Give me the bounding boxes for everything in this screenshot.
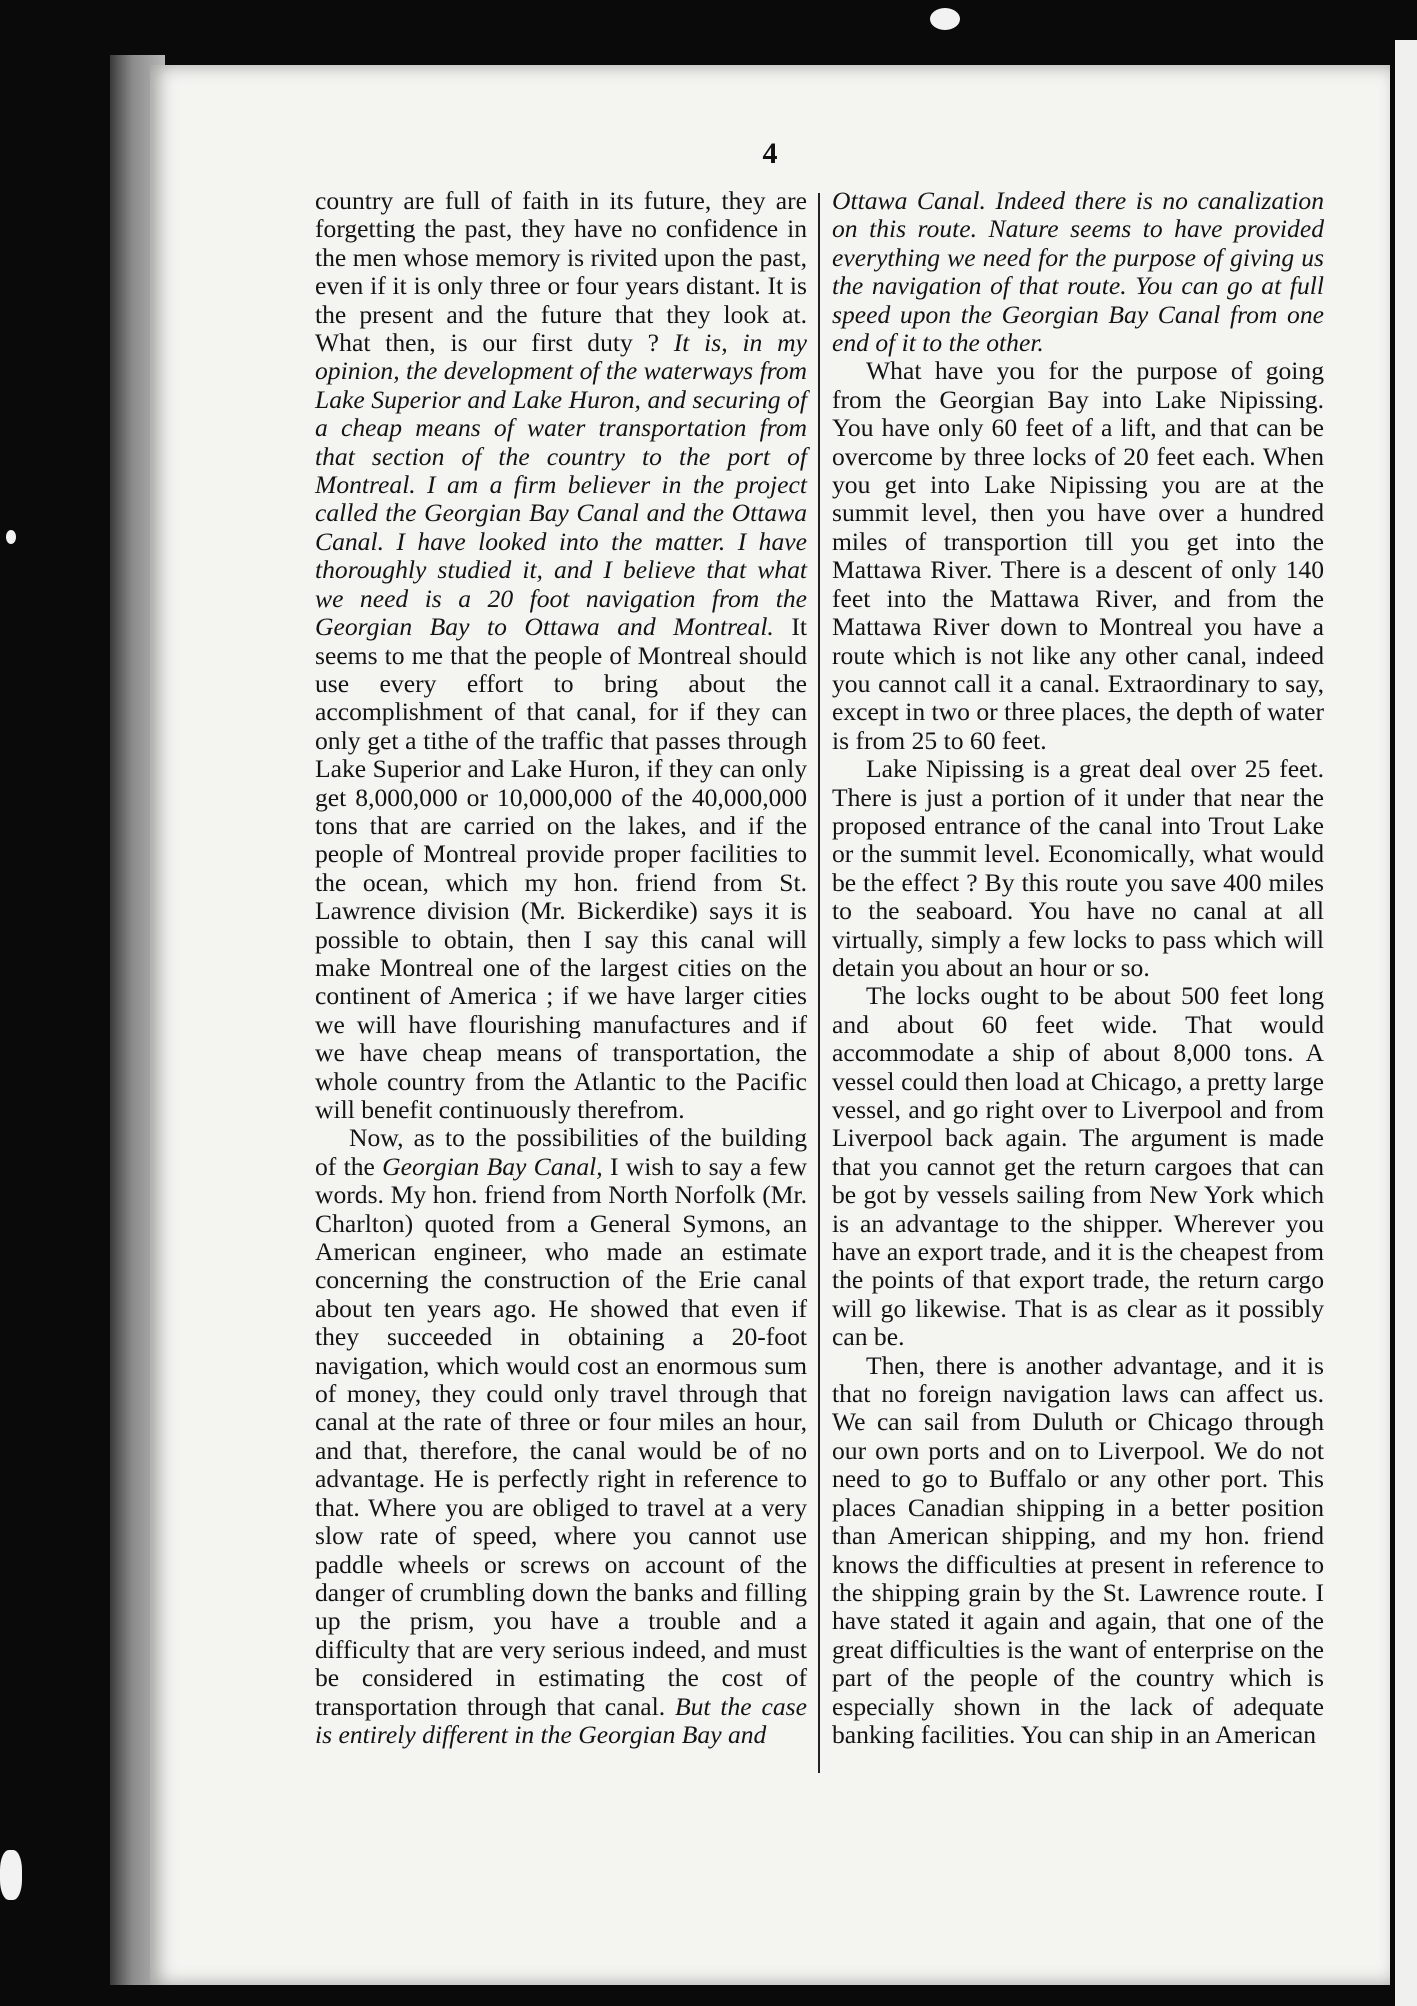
text-run: country are full of faith in its future, they are forgetting the past, they have no confidence in the men whose memory is rivited upon the past, even if it is only three or four years distant. It is the present and the future that they look at. What then, is our first duty ? <box>315 186 807 358</box>
column-divider <box>818 193 820 1773</box>
italic-text-run: But the case is entirely different in the Georgian Bay and <box>315 1691 807 1749</box>
italic-text-run: It is, in my opinion, the development of the waterways from Lake Superior and Lake Huron, and securing of a cheap means of water transportation from that section of the country to the port of Montreal. I am a firm believer in the project called the Georgian Bay Canal and the Ottawa Canal. I have looked into the matter. I have thoroughly studied it, and I believe that what we need is a 20 foot navigation from the Georgian Bay to Ottawa and Montreal. <box>315 328 807 642</box>
page-number: 4 <box>762 137 778 170</box>
right-paragraph-2: What have you for the purpose of going from the Georgian Bay into Lake Nipissing. You have only 60 feet of a lift, and that can be overcome by three locks of 20 feet each. When you get into Lake Nipissing you are at the summit level, then you have over a hundred miles of transportion till you get into the Mattawa River. There is a descent of only 140 feet into the Mattawa River, and from the Mattawa River down to Montreal you have a route which is not like any other canal, indeed you cannot call it a canal. Extraordinary to say, except in two or three places, the depth of water is from 25 to 60 feet. <box>832 356 1324 755</box>
next-page-edge <box>1395 40 1417 2006</box>
scan-blot <box>0 1850 22 1900</box>
right-column <box>832 187 1324 1749</box>
text-run: Now, as to the possibilities of the building of the <box>315 1123 807 1181</box>
right-paragraph-4: The locks ought to be about 500 feet long and about 60 feet wide. That would accommodate a ship of about 8,000 tons. A vessel could then load at Chicago, a pretty large vessel, and go right over to Liverpool and from Liverpool back again. The argument is made that you cannot get the return cargoes that can be got by vessels sailing from New York which is an advantage to the shipper. Wherever you have an export trade, and it is the cheapest from the points of that export trade, the return cargo will go likewise. That is as clear as it possibly can be. <box>832 981 1324 1352</box>
right-paragraph-1 <box>832 187 1324 357</box>
left-column <box>315 187 807 1749</box>
scan-blot <box>930 8 960 30</box>
right-paragraph-3: Lake Nipissing is a great deal over 25 feet. There is just a portion of it under that near the proposed entrance of the canal into Trout Lake or the summit level. Economically, what would be the effect ? By this route you save 400 miles to the seaboard. You have no canal at all virtually, simply a few locks to pass which will detain you about an hour or so. <box>832 754 1324 982</box>
text-run: It seems to me that the people of Montreal should use every effort to bring about the accomplishment of that canal, for if they can only get a tithe of the traffic that passes through Lake Superior and Lake Huron, if they can only get 8,000,000 or 10,000,000 of the 40,000,000 tons that are carried on the lakes, and if the people of Montreal provide proper facilities to the ocean, which my hon. friend from St. Lawrence division (Mr. Bickerdike) says it is possible to obtain, then I say this canal will make Montreal one of the largest cities on the continent of America ; if we have larger cities we will have flourishing manufactures and if we have cheap means of transportation, the whole country from the Atlantic to the Pacific will benefit continuously therefrom. <box>315 612 807 1124</box>
italic-text-run: Georgian Bay Canal, <box>382 1151 603 1181</box>
left-paragraph-2 <box>315 1124 807 1749</box>
left-paragraph-1 <box>315 187 807 1124</box>
document-page <box>150 65 1390 1985</box>
text-run: I wish to say a few words. My hon. friend from North Norfolk (Mr. Charlton) quoted from a General Symons, an American engineer, who made an estimate concerning the construction of the Erie canal about ten years ago. He showed that even if they succeeded in obtaining a 20-foot navigation, which would cost an enormous sum of money, they could only travel through that canal at the rate of three or four miles an hour, and that, therefore, the canal would be of no advantage. He is perfectly right in reference to that. Where you are obliged to travel at a very slow rate of speed, where you cannot use paddle wheels or screws on account of the danger of crumbling down the banks and filling up the prism, you have a trouble and a difficulty that are very serious indeed, and must be considered in estimating the cost of transportation through that canal. <box>315 1151 807 1721</box>
scan-blot <box>6 530 16 544</box>
right-paragraph-5: Then, there is another advantage, and it is that no foreign navigation laws can affect us. We can sail from Duluth or Chicago through our own ports and on to Liverpool. We do not need to go to Buffalo or any other port. This places Canadian shipping in a better position than American shipping, and my hon. friend knows the difficulties at present in reference to the shipping grain by the St. Lawrence route. I have stated it again and again, that one of the great difficulties is the want of enterprise on the part of the people of the country which is especially shown in the lack of adequate banking facilities. You can ship in an American <box>832 1350 1324 1749</box>
italic-text-run: Ottawa Canal. Indeed there is no canalization on this route. Nature seems to have provided everything we need for the purpose of giving us the navigation of that route. You can go at full speed upon the Georgian Bay Canal from one end of it to the other. <box>832 186 1324 358</box>
